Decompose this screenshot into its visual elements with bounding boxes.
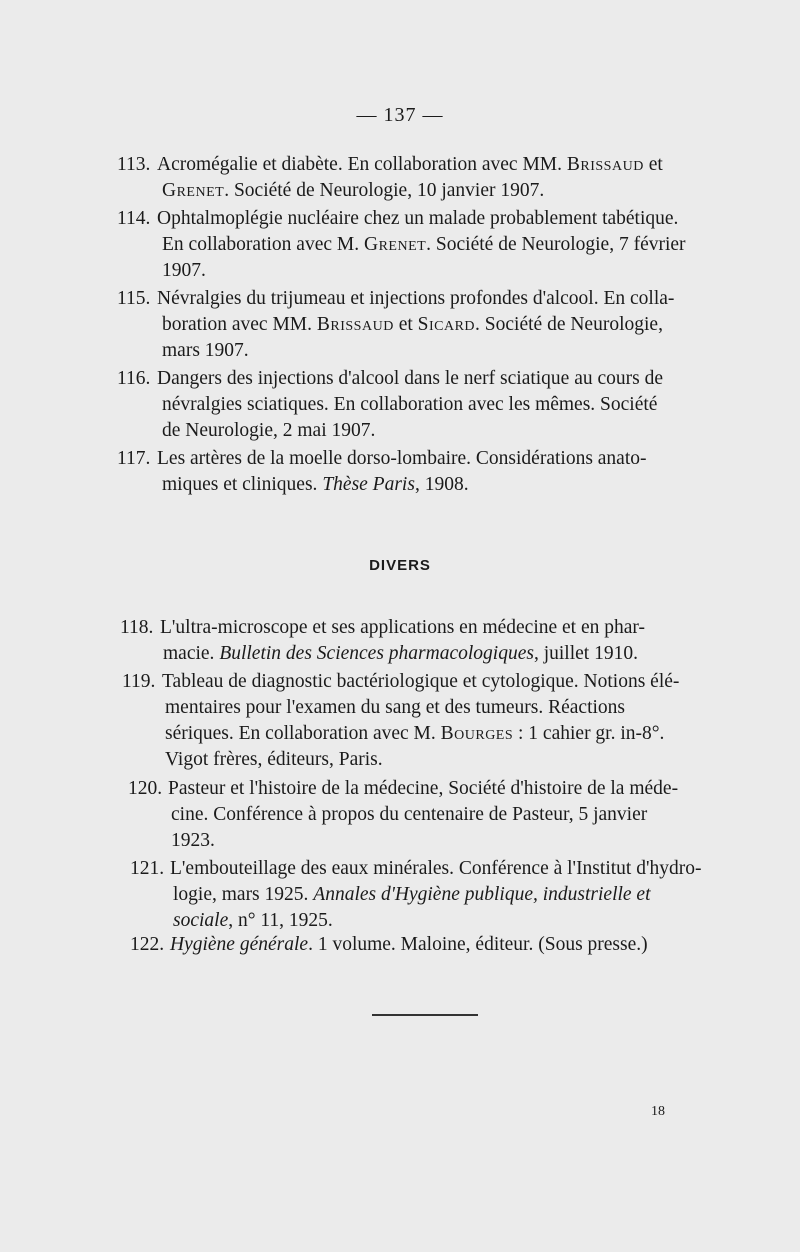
author-name: Sicard [417,314,476,335]
entry-line: de Neurologie, 2 mai 1907. [162,420,376,441]
entry-line: Grenet. Société de Neurologie, 10 janvier 1907. [162,180,545,201]
author-name: Grenet [162,180,225,201]
publication-title: Annales d'Hygiène publique, industrielle et [313,884,651,905]
entry-line: L'embouteillage des eaux minérales. Conférence à l'Institut d'hydro- [170,858,702,879]
bibliography-entry-119 [122,669,717,773]
entry-number: 115. [117,288,151,309]
entry-number: 121. [130,858,165,879]
entry-number: 118. [120,617,154,638]
entry-line: L'ultra-microscope et ses applications en médecine et en phar- [160,617,646,638]
entry-line: 1907. [162,260,206,281]
entry-line: miques et cliniques. Thèse Paris, 1908. [162,474,469,495]
entry-line: Acromégalie et diabète. En collaboration avec MM. Brissaud et [157,154,663,175]
author-name: Grenet [363,234,427,255]
printer-signature-mark: 18 [651,1104,665,1119]
entry-line: cine. Conférence à propos du centenaire de Pasteur, 5 janvier [171,804,648,825]
entry-line: macie. Bulletin des Sciences pharmacologiques, juillet 1910. [163,643,638,664]
publication-title: Thèse Paris [322,474,415,495]
entry-line: Névralgies du trijumeau et injections profondes d'alcool. En colla- [157,288,675,309]
entry-line: mentaires pour l'examen du sang et des tumeurs. Réactions [165,697,626,718]
entry-number: 120. [128,778,163,799]
bibliography-entry-113 [117,152,707,204]
section-title: DIVERS [369,557,431,574]
entry-line: névralgies sciatiques. En collaboration avec les mêmes. Société [162,394,658,415]
end-rule [372,1014,478,1016]
publication-title: Hygiène générale [170,934,309,955]
author-name: Brissaud [316,314,394,335]
entry-line: En collaboration avec M. Grenet. Société de Neurologie, 7 février [162,234,686,255]
bibliography-entry-122 [130,932,720,958]
publication-title: sociale [173,910,229,931]
entry-number: 119. [122,671,156,692]
bibliography-entry-118 [120,615,715,667]
bibliography-entry-114 [117,206,707,284]
entry-line: Vigot frères, éditeurs, Paris. [165,749,383,770]
entry-line: sériques. En collaboration avec M. Bourges : 1 cahier gr. in-8°. [165,723,665,744]
entry-line: Dangers des injections d'alcool dans le nerf sciatique au cours de [157,368,664,389]
entry-number: 114. [117,208,151,229]
bibliography-entry-121 [130,856,720,934]
bibliography-entry-120 [128,776,718,854]
entry-line: mars 1907. [162,340,249,361]
bibliography-entry-117 [117,446,707,498]
publication-title: Bulletin des Sciences pharmacologiques [219,643,534,664]
author-name: Brissaud [566,154,644,175]
bibliography-entry-116 [117,366,707,444]
author-name: Bourges [440,723,514,744]
entry-line: logie, mars 1925. Annales d'Hygiène publique, industrielle et [173,884,651,905]
entry-line: Ophtalmoplégie nucléaire chez un malade probablement tabétique. [157,208,679,229]
entry-line: Hygiène générale. 1 volume. Maloine, éditeur. (Sous presse.) [170,934,648,955]
page-number: — 137 — [356,104,444,126]
entry-line: 1923. [171,830,215,851]
entry-number: 116. [117,368,151,389]
entry-line: boration avec MM. Brissaud et Sicard. Société de Neurologie, [162,314,663,335]
entry-line: sociale, n° 11, 1925. [173,910,333,931]
entry-line: Tableau de diagnostic bactériologique et cytologique. Notions élé- [162,671,680,692]
bibliography-entry-115 [117,286,707,364]
entry-number: 122. [130,934,165,955]
entry-line: Les artères de la moelle dorso-lombaire. Considérations anato- [157,448,647,469]
entry-number: 117. [117,448,151,469]
entry-line: Pasteur et l'histoire de la médecine, Société d'histoire de la méde- [168,778,679,799]
entry-number: 113. [117,154,151,175]
